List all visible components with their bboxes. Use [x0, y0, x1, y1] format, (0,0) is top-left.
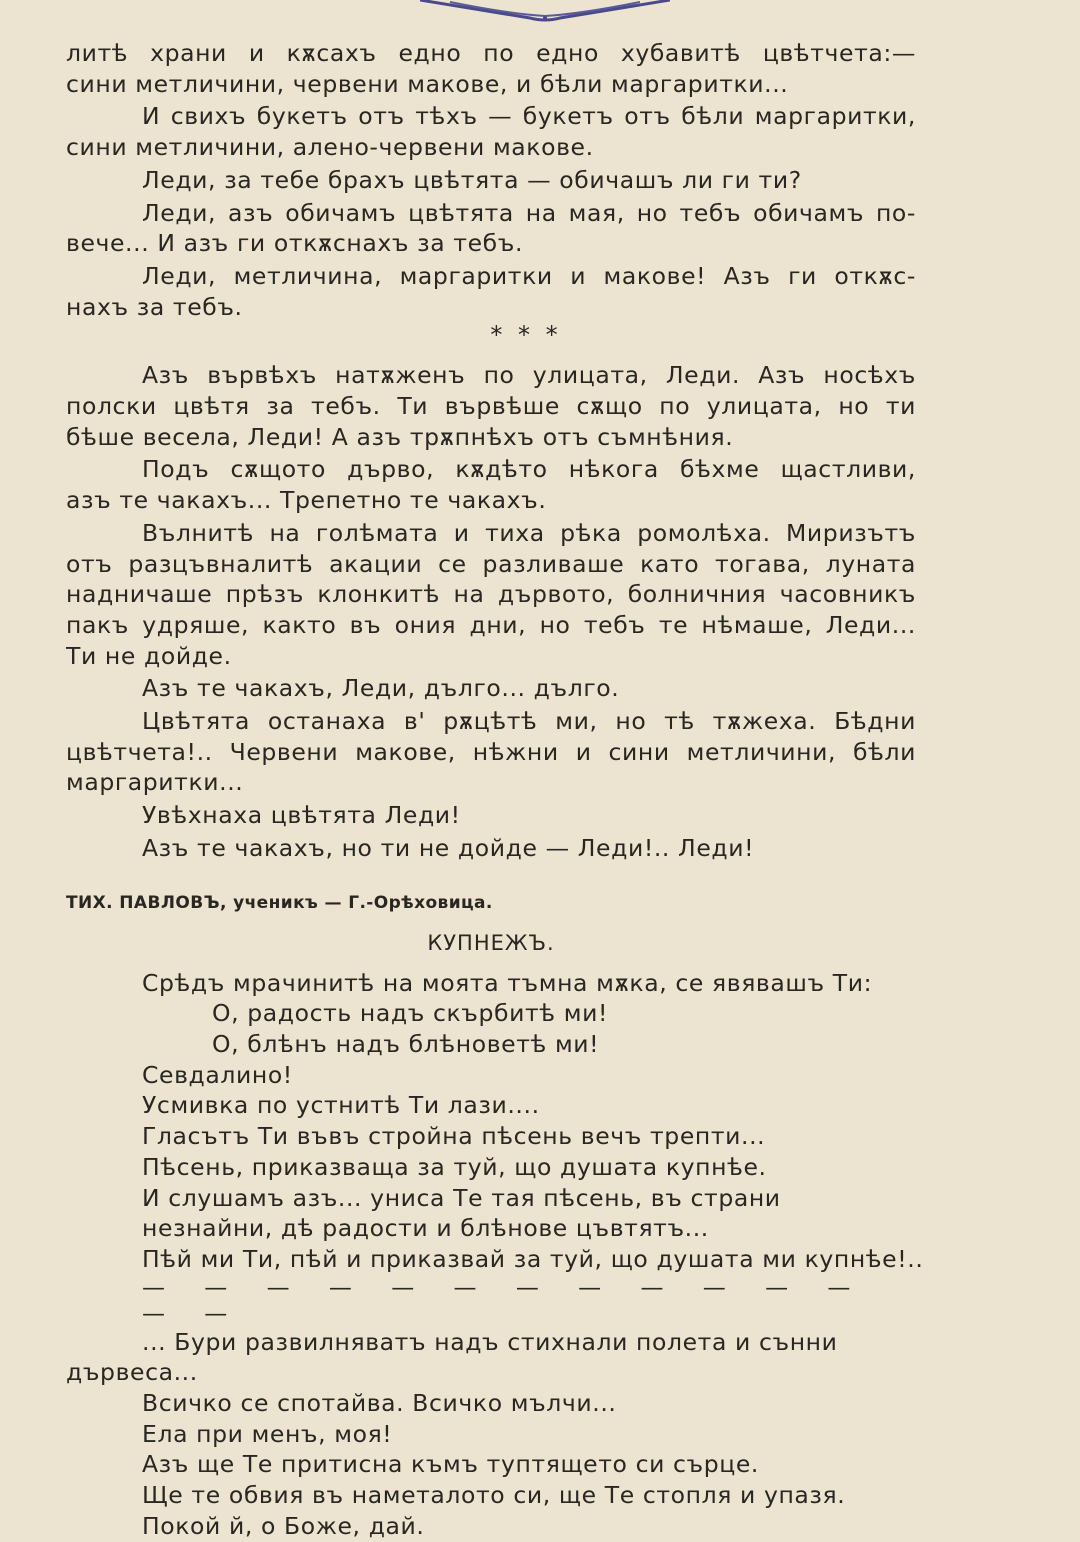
paragraph-line: Леди, азъ обичамъ цвѣтята на мая, но тебъ обичамъ по- — [142, 198, 916, 227]
poem-line: Срѣдъ мрачинитѣ на моята тъмна мѫка, се явявашъ Ти: — [142, 968, 873, 997]
page-text — [66, 38, 924, 1542]
poem-title: КУПНЕЖЪ. — [427, 930, 555, 955]
poem-line: Пѣй ми Ти, пѣй и приказвай за туй, що душата ми купнѣе!.. — [142, 1244, 924, 1273]
paragraph-line: литѣ храни и кѫсахъ едно по едно хубавитѣ цвѣтчета:— — [66, 39, 916, 67]
paragraph-line: И свихъ букетъ отъ тѣхъ — букетъ отъ бѣли маргаритки, — [142, 102, 916, 131]
poem-line: Ела при менъ, моя! — [142, 1419, 393, 1448]
poem-line: И слушамъ азъ... униса Те тая пѣсень, въ страни — [142, 1183, 781, 1212]
paragraph-line: сини метличини, червени макове, и бѣли маргаритки... — [66, 69, 789, 98]
paragraph-line: надничаше прѣзъ клонкитѣ на дървото, болничния часовникъ — [66, 580, 916, 609]
poem-line: Пѣсень, приказваща за туй, що душата купнѣе. — [142, 1152, 767, 1181]
paragraph-line: Ти не дойде. — [66, 641, 232, 670]
paragraph-line: Цвѣтята останаха в' рѫцѣтѣ ми, но тѣ тѫжеха. Бѣдни — [142, 707, 916, 736]
paragraph-line: Азъ вървѣхъ натѫженъ по улицата, Леди. Азъ носѣхъ — [142, 361, 916, 390]
paragraph-line: маргаритки... — [66, 768, 244, 797]
poem-line: Всичко се спотайва. Всичко мълчи... — [142, 1389, 617, 1418]
paragraph-line: Леди, метличина, маргаритки и макове! Азъ ги откѫс- — [142, 261, 916, 290]
poem-line: Гласътъ Ти въвъ стройна пѣсень вечъ трепти... — [142, 1122, 766, 1151]
paragraph-line: бѣше весела, Леди! А азъ трѫпнѣхъ отъ съмнѣния. — [66, 422, 734, 451]
section-separator: * * * — [490, 321, 562, 350]
poem-line: незнайни, дѣ радости и блѣнове цъвтятъ... — [142, 1214, 709, 1243]
paragraph-line: Увѣхнаха цвѣтята Леди! — [142, 801, 461, 830]
poem-line: Покой й, о Боже, дай. — [142, 1511, 425, 1540]
paragraph-line: Подъ сѫщото дърво, кѫдѣто нѣкога бѣхме щастливи, — [142, 455, 916, 484]
paragraph-line: цвѣтчета!.. Червени макове, нѣжни и сини метличини, бѣли — [66, 737, 916, 766]
dash-divider: — — — — — — — — — — — — — — — [142, 1274, 867, 1327]
author-signature: ТИХ. ПАВЛОВЪ, ученикъ — Г.-Орѣховица. — [66, 892, 493, 913]
poem-line: Азъ ще Те притисна къмъ туптящето си сърце. — [142, 1450, 760, 1479]
paragraph-line: отъ разцъвналитѣ акации се разливаше като тогава, луната — [66, 549, 916, 578]
paragraph-line: сини метличини, алено-червени макове. — [66, 133, 594, 162]
paragraph-line: полски цвѣтя за тебъ. Ти вървѣше сѫщо по улицата, но ти — [66, 392, 916, 421]
poem-line: О, блѣнъ надъ блѣноветѣ ми! — [212, 1029, 600, 1058]
poem-line: О, радость надъ скърбитѣ ми! — [212, 999, 608, 1028]
paragraph-line: Вълнитѣ на голѣмата и тиха рѣка ромолѣха. Миризътъ — [142, 518, 916, 547]
paragraph-line: Азъ те чакахъ, Леди, дълго... дълго. — [142, 674, 620, 703]
paragraph-line: вече... И азъ ги откѫснахъ за тебъ. — [66, 229, 524, 258]
poem-line: дървеса... — [66, 1358, 198, 1387]
paragraph-line: Азъ те чакахъ, но ти не дойде — Леди!.. Леди! — [142, 833, 755, 862]
paragraph-line: пакъ удряше, както въ ония дни, но тебъ те нѣмаше, Леди... — [66, 610, 916, 639]
poem-line: Ще те обвия въ наметалото си, ще Те стопля и упазя. — [142, 1481, 846, 1510]
paragraph-line: нахъ за тебъ. — [66, 292, 243, 321]
paragraph-line: азъ те чакахъ... Трепетно те чакахъ. — [66, 486, 547, 515]
poem-line: Усмивка по устнитѣ Ти лази.... — [142, 1091, 540, 1120]
top-ornament — [420, 0, 670, 22]
poem-line: Севдалино! — [142, 1060, 293, 1089]
paragraph-line: Леди, за тебе брахъ цвѣтята — обичашъ ли ги ти? — [142, 165, 802, 194]
poem-line: ... Бури развилняватъ надъ стихнали полета и сънни — [142, 1327, 838, 1356]
